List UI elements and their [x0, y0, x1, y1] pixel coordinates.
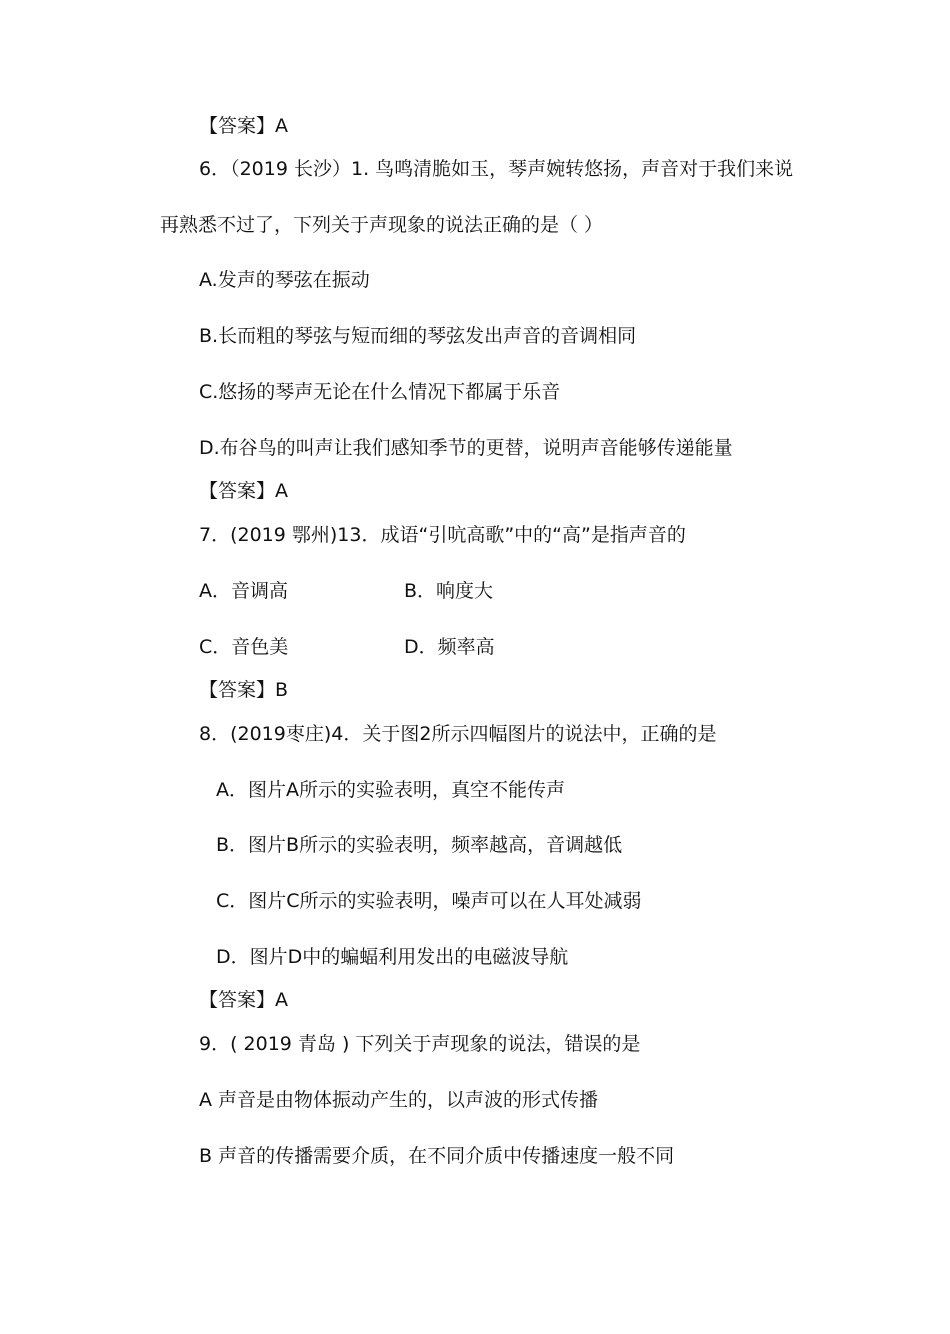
- question-7-option-d: D．频率高: [404, 636, 495, 658]
- question-6-option-a: A.发声的琴弦在振动: [199, 269, 370, 291]
- question-8-option-b: B．图片B所示的实验表明，频率越高，音调越低: [216, 834, 623, 856]
- answer-5: 【答案】A: [199, 115, 288, 137]
- answer-8: 【答案】A: [199, 989, 288, 1011]
- answer-7: 【答案】B: [199, 679, 289, 701]
- question-8-option-d: D．图片D中的蝙蝠利用发出的电磁波导航: [216, 946, 569, 968]
- question-6-stem-line-2: 再熟悉不过了，下列关于声现象的说法正确的是（ ）: [160, 214, 604, 236]
- question-6-stem-line-1: 6．（2019 长沙）1. 鸟鸣清脆如玉，琴声婉转悠扬，声音对于我们来说: [199, 158, 794, 180]
- question-6-option-b: B.长而粗的琴弦与短而细的琴弦发出声音的音调相同: [199, 325, 637, 347]
- question-6-option-c: C.悠扬的琴声无论在什么情况下都属于乐音: [199, 381, 561, 403]
- question-9-stem: 9．( 2019 青岛 ) 下列关于声现象的说法，错误的是: [199, 1033, 641, 1055]
- question-7-option-c: C．音色美: [199, 636, 289, 658]
- question-7-option-a: A．音调高: [199, 580, 288, 602]
- question-7-stem: 7．(2019 鄂州)13．成语“引吭高歌”中的“高”是指声音的: [199, 524, 686, 546]
- question-8-option-c: C．图片C所示的实验表明，噪声可以在人耳处减弱: [216, 890, 642, 912]
- question-6-option-d: D.布谷鸟的叫声让我们感知季节的更替，说明声音能够传递能量: [199, 437, 733, 459]
- question-9-option-b: B 声音的传播需要介质，在不同介质中传播速度一般不同: [199, 1145, 675, 1167]
- answer-6: 【答案】A: [199, 480, 288, 502]
- question-7-option-b: B．响度大: [404, 580, 494, 602]
- question-9-option-a: A 声音是由物体振动产生的，以声波的形式传播: [199, 1089, 599, 1111]
- question-8-stem: 8．(2019枣庄)4．关于图2所示四幅图片的说法中，正确的是: [199, 723, 717, 745]
- question-8-option-a: A．图片A所示的实验表明，真空不能传声: [216, 779, 565, 801]
